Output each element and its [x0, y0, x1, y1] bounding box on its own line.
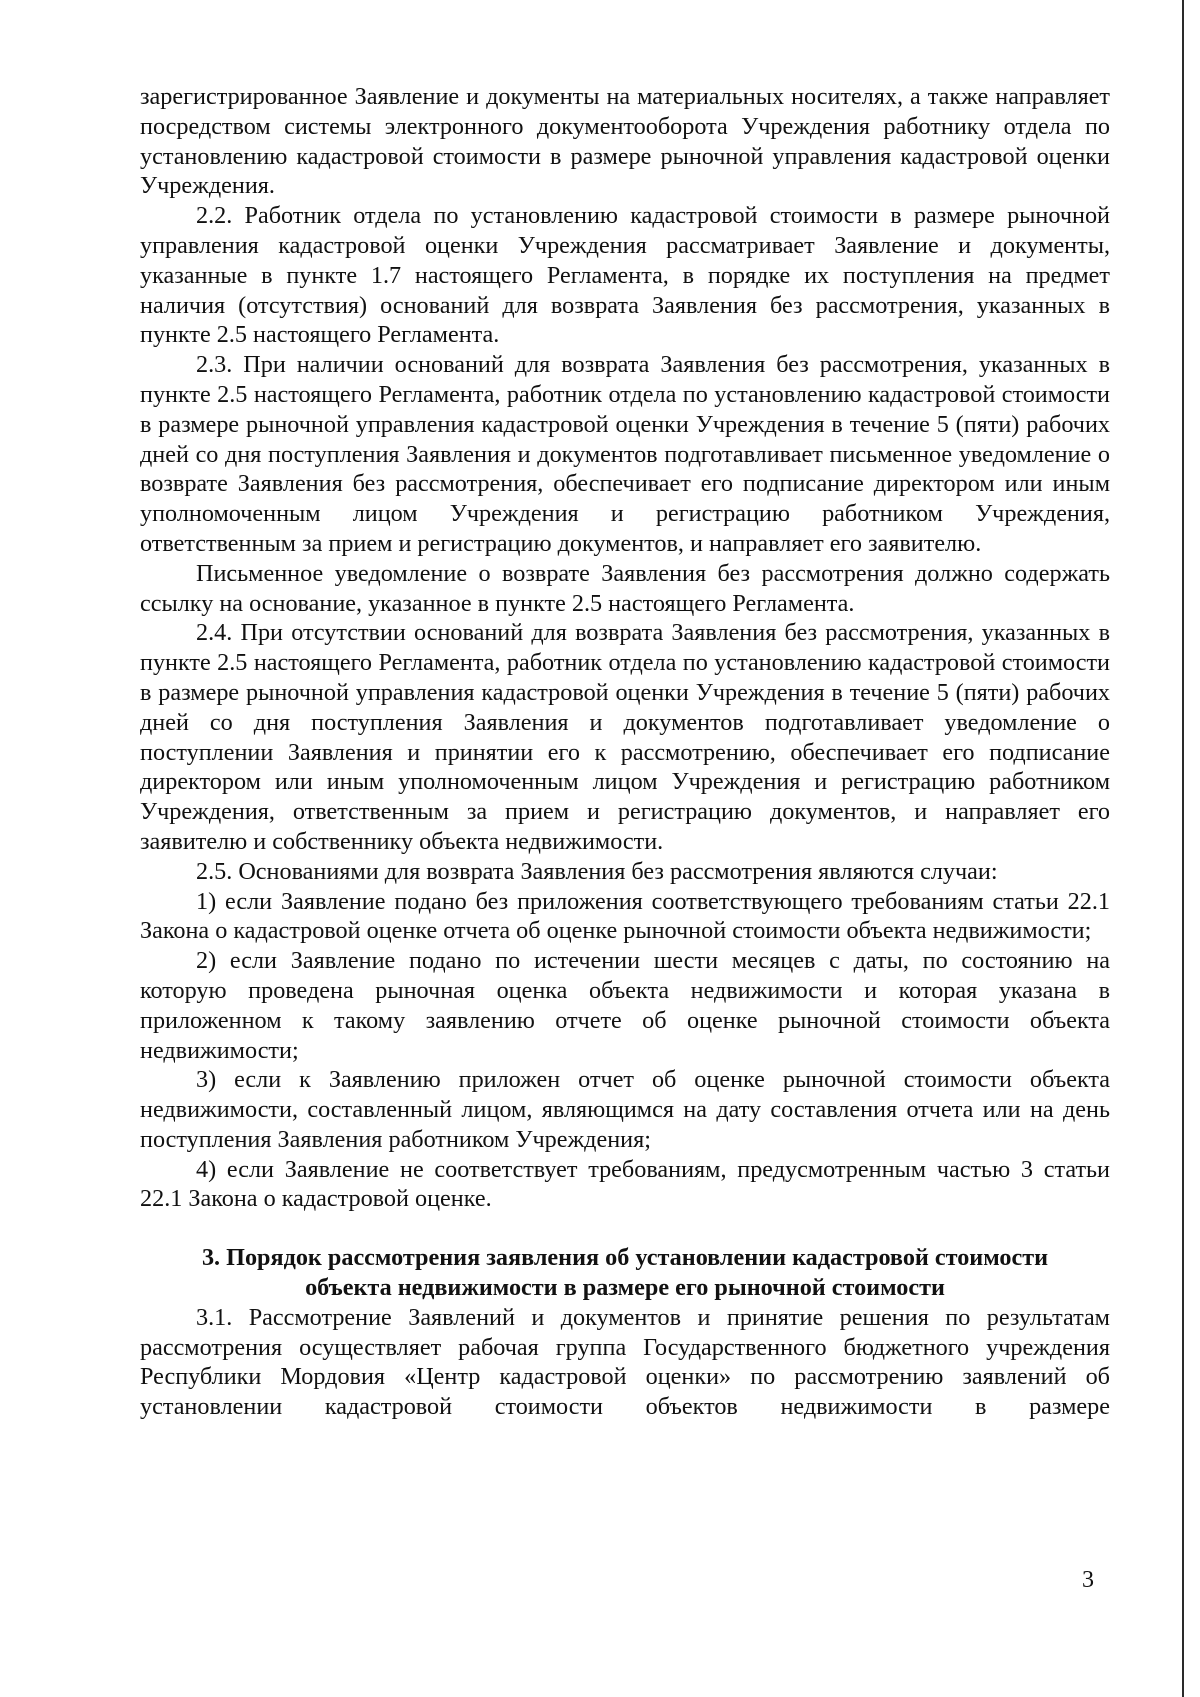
paragraph-2-2: 2.2. Работник отдела по установлению кадастровой стоимости в размере рыночной управления кадастровой оценки Учреждения рассматривает Заявление и документы, указанные в пункте 1.7 настоящего Регламента, в порядке их поступления на предмет наличия (отсутствия) оснований для возврата Заявления без рассмотрения, указанных в пункте 2.5 настоящего Регламента. [140, 202, 1110, 349]
page-number: 3 [1082, 1567, 1094, 1593]
list-item-3: 3) если к Заявлению приложен отчет об оценке рыночной стоимости объекта недвижимости, составленный лицом, являющимся на дату составления отчета или на день поступления Заявления работником Учреждения; [140, 1066, 1110, 1153]
document-body [140, 82, 1110, 1422]
list-item-1: 1) если Заявление подано без приложения соответствующего требованиям статьи 22.1 Закона о кадастровой оценке отчета об оценке рыночной стоимости объекта недвижимости; [140, 887, 1110, 945]
section-heading-line-2: объекта недвижимости в размере его рыночной стоимости [305, 1274, 945, 1302]
paragraph-3-1: 3.1. Рассмотрение Заявлений и документов и принятие решения по результатам рассмотрения осуществляет рабочая группа Государственного бюджетного учреждения Республики Мордовия «Центр кадастровой оценки» по рассмотрению заявлений об установлении кадастровой стоимости объектов недвижимости в размере [140, 1303, 1110, 1421]
paragraph-2-3: 2.3. При наличии оснований для возврата Заявления без рассмотрения, указанных в пункте 2.5 настоящего Регламента, работник отдела по установлению кадастровой стоимости в размере рыночной управления кадастровой оценки Учреждения в течение 5 (пяти) рабочих дней со дня поступления Заявления и документов подготавливает письменное уведомление о возврате Заявления без рассмотрения, обеспечивает его подписание директором или иным уполномоченным лицом Учреждения и регистрацию работником Учреждения, ответственным за прием и регистрацию документов, и направляет его заявителю. [140, 351, 1110, 557]
scan-edge-line [1182, 0, 1184, 1697]
paragraph-notice-content: Письменное уведомление о возврате Заявления без рассмотрения должно содержать ссылку на основание, указанное в пункте 2.5 настоящего Регламента. [140, 559, 1110, 617]
list-item-2: 2) если Заявление подано по истечении шести месяцев с даты, по состоянию на которую проведена рыночная оценка объекта недвижимости и которая указана в приложенном к такому заявлению отчете об оценке рыночной стоимости объекта недвижимости; [140, 947, 1110, 1064]
paragraph-2-5: 2.5. Основаниями для возврата Заявления без рассмотрения являются случаи: [196, 857, 998, 885]
paragraph-continuation: зарегистрированное Заявление и документы на материальных носителях, а также направляет посредством системы электронного документооборота Учреждения работнику отдела по установлению кадастровой стоимости в размере рыночной управления кадастровой оценки Учреждения. [140, 83, 1110, 200]
list-item-4: 4) если Заявление не соответствует требованиям, предусмотренным частью 3 статьи 22.1 Закона о кадастровой оценке. [140, 1155, 1110, 1213]
paragraph-2-4: 2.4. При отсутствии оснований для возврата Заявления без рассмотрения, указанных в пункте 2.5 настоящего Регламента, работник отдела по установлению кадастровой стоимости в размере рыночной управления кадастровой оценки Учреждения в течение 5 (пяти) рабочих дней со дня поступления Заявления и документов подготавливает уведомление о поступлении Заявления и принятии его к рассмотрению, обеспечивает его подписание директором или иным уполномоченным лицом Учреждения и регистрацию работником Учреждения, ответственным за прием и регистрацию документов, и направляет его заявителю и собственнику объекта недвижимости. [140, 619, 1110, 855]
section-heading [140, 1243, 1110, 1303]
section-heading-line-1: 3. Порядок рассмотрения заявления об установлении кадастровой стоимости [201, 1244, 1049, 1272]
